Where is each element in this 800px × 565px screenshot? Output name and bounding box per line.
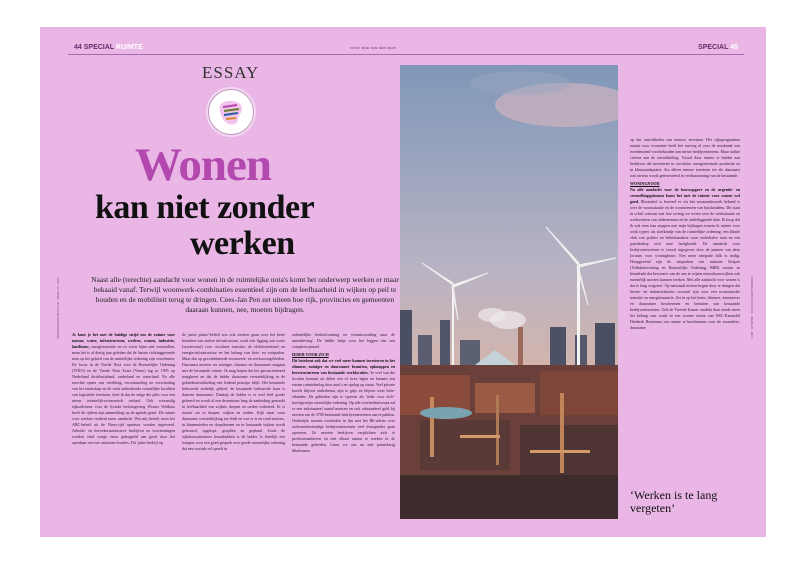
lead-paragraph: Je kunt je het met de huidige strijd om de ruimte voor natuur, water, infrastructuur, werken, wonen, industrie, landbouw, (72, 332, 175, 349)
column-4-body: op het ontwikkelen van nieuwe terreinen. Het rijksprogramma ruimte voor economie heeft het navoeg al over de noodzaak van tweedeurend voorbehouden aan nieuw bedrijventerrein. Maar strikte criteria aan de ontwikkeling. Vooral door ruimte te bieden aan bedrijven die investeren in circulaire, energieneutrale productie en in klimaatadaptatie. Stu alleen nieuwe terreinen toe als daarnaast ook serieus wordt geïnvesteerd in verduurzaming van de bestaande. (630, 137, 740, 178)
headline-line-1: Wonen (135, 139, 272, 191)
text-column-1 (72, 332, 175, 446)
photo-credit: FOTO: ROB VAN DER ZEEP (350, 46, 397, 50)
section-name-left: RUIMTE (115, 44, 143, 51)
subheading-lead-2: Na alle aandacht voor de bouwopgave en de urgentie- en versnellingsplannen komt het met de ruimte voor wonen wel goed. (630, 187, 740, 204)
section-label-left: SPECIAL (83, 44, 114, 51)
magazine-spread (40, 27, 766, 537)
column-3-body-2: Te veel van die locaties bestaan uit delen een of twee lagen en kennen een enorm ruimtebeslag door auto's en opslag op straat. Veel private kavels blijven onderbenut, zijn te grijs en blijven weer hitte-eilanden. De gebieden zijn te typeren als 'ieder voor zich'-kavelgewijze ruimtelijke ordening. Op alle overheidsniveaus zal er een substantieel aantal mensen en ook substantieel geld bij moeten om de 3700 bestaande bedrijventerreinen aan te pakken. Ondertijds moeten overheden in lijn met het Rli-advies over toekomstbestendige bedrijventerreinen veel dwingender gaan opereren. Ze moeten bedrijven verplichten zich te professionaliseren en met elkaar samen te werken in de bestaande gebieden. Laten we ons nu niet pamiekerig blindstaren (292, 370, 396, 453)
headline-line-2: kan niet zonder (95, 189, 315, 226)
industrial-landscape-photo (400, 65, 618, 519)
column-1-body: energietransitie en zo voort bijna niet voorstellen, maar het is al dertig jaar geleden dat de laatste richtinggevende nota op het gebied van de ruimtelijke ordening zijn verschenen. De focus in de Vierde Nota voor de Ruimtelijke Ordening (VINO) en de Vierde Nota Extra (Vinex) lag in 1995 op Nederland distributieland, onderland en waterland. Na alle terechte opties van verdeling, verrommeling en verschraling van het landschap en de vaak onthrekende ruimtelijke kwaliteit van logistieke terreinen, leert ik dat de enige die pleit voor een nieuw ruimtelijk-economisch verhaal. Ook voormalig rijksadviseur voor de fysieke leefomgeving Wouter Veldhuis heeft dit tijdens zijn aanmelding op de agenda gezet. De ruimte voor werken verdient meer aandacht. Wat mij betreft moet het ABC-beleid uit de Vinex-tijd opnieuw worden ingevoerd. Arbeids- en bezoekersintensieve bedrijven en voorzieningen worden vind vorige eeuw gekoppeld aan goed door het openbaar vervoer ontsloten locaties. Dit 'juiste bedrijf op (72, 344, 175, 445)
subheading-lead-1: Dit betekent ook dat we veel meer kunnen investeren in het slimmer, zuiniger en duurzamer benutten, opknappen en herstructureren van bestaande werklocaties. (292, 358, 395, 375)
subheading-woningnood: WONINGNOOD (630, 181, 660, 186)
column-2-body: de juiste plaats'-beleid zou ook moeten gaan over het beter benutten van andere infrastructuur, zoals een ligging aan water (vrachtvaart) voor circulaire transitie, de elektriciteitsnet en energie-infrastructuur en het belang van fiets- en voetpaden. Maar dus op gecombineerde woonwerk- en werkwoongebieden. Daarnaast moeten we zuiniger, slimmer en duurzamer omgaan met de bestaande ruimte. Ik mag hopen dat het geconcentreerd terugkeert en dat de ladder duurzame verstedelijking in de gebiedsontwikkeling een leidend principe blijft. Het bestaande bebouwde stedelijk gebied, de bestaande bebouwde kom is daarom duurzamer. Dankzij de ladder is er veel leed goede gekeerd en wordt al een decennium lang de aanleiding gemaakt in leefbaarheid van wijken, dorpen en steden verbeterd. Er is ruimte zat in dorpen, wijken en steden. Kijk maar waar duurzame verstedelijking toe leidt en wat er is en rond stations, in binnensteden en dorpskernen en in bestaande wijken wordt gebouwd, opgetopt, gesplitst en gepland. Zoals de rijksbouwmeesters benadrukken is de ladder 'is feitelijk een kompas voor een goed gesprek over goede ruimtelijke ordening dat een cruciale rol speelt in (182, 332, 285, 451)
headline-line-3: werken (190, 225, 295, 262)
side-folio-left: BINNENLANDS BESTUUR · WEEK 26 · 2023 (56, 277, 60, 339)
side-folio-right: BINNENLANDS BESTUUR · WEEK 26 · 2023 (750, 277, 754, 339)
article-kicker: ESSAY (202, 63, 260, 82)
text-column-3 (292, 332, 395, 454)
column-4-body-2: Illustratief is hoeveel er via het woononderzoek bekend is over de woonsituatie en de woonwensen van huishoudens. Dit staat in schril contrast met hoe weinig we weten over de werksituatie en werkwensen van ondernemers en de onderliggende data. Ik hoop dat ik ook eens kan stoppen met mijn bijdragen waarin ik ruimte voor werk typeer als stiefkindje van de ruimtelijke ordening, een blinde vlek van politici en beleidsmakers waar onderhalve man en een paardenkop zich mee bezighoudt. De aandacht voor bedrijventerreinen is vooral ingegeven door de pennen van deze locaties voor woningbouw. Een meer integrale blik is nodig. Hoopgevend zijn de uitspraken van minister Keijzer (Volkshuisvesting en Ruimtelijke Ordening, BBB) waarin ze benadrukt dat bewoners van de aan te wijzen nieuwbouwwijken ook ruimtelijk moeten kunnen werken. Met alle aandacht voor wonen is dat te lang vergeten'. Op nationaal niveau begint door te dringen dat haven- en industriehavens cruciaal zijn voor een economische transitie en energietransitie. Zet in op het beter, slimmer, intensiever en duurzamer beschermen en benutten van bestaande bedrijventerreinen. Ook de Tweede Kamer omdekt daar steeds meer het belang van, zoals in een recente motie van NSC-Kamerlid Diederik Boomsma om ruimte te beschermen voor de zwaardere, duurzame (630, 199, 740, 330)
text-column-4 (630, 137, 740, 331)
text-column-2 (182, 332, 285, 452)
article-intro: Naast alle (terechte) aandacht voor wonen in de ruimtelijke nota's komt het onderwerp werken er maar bekaaid vanaf. Terwijl woonwerk-combinaties essentieel zijn om de leefbaarheid in wijken op peil te houden en de mobiliteit terug te dringen. Cees-Jan Pen zet uiteen hoe rijk, provincies en gemeenten daaraan kunnen, nee, moeten bijdragen. (91, 275, 399, 314)
essay-logo-icon (208, 89, 254, 135)
subheading-ieder-voor-zich: IEDER VOOR ZICH (292, 352, 329, 357)
pull-quote: ‘Werken is te lang vergeten’ (630, 488, 718, 515)
page-number-left: 44 (74, 44, 82, 51)
header-rule (68, 54, 744, 55)
column-3-body: ordentelijke besluitvorming en verantwoording naar de samenleving'. De ladder helpt voor het leggen van een complexe puzzel. (292, 332, 395, 349)
page-number-right: 45 (730, 44, 738, 51)
header-right (698, 44, 738, 51)
section-label-right: SPECIAL (698, 44, 729, 51)
header-left (74, 44, 143, 51)
